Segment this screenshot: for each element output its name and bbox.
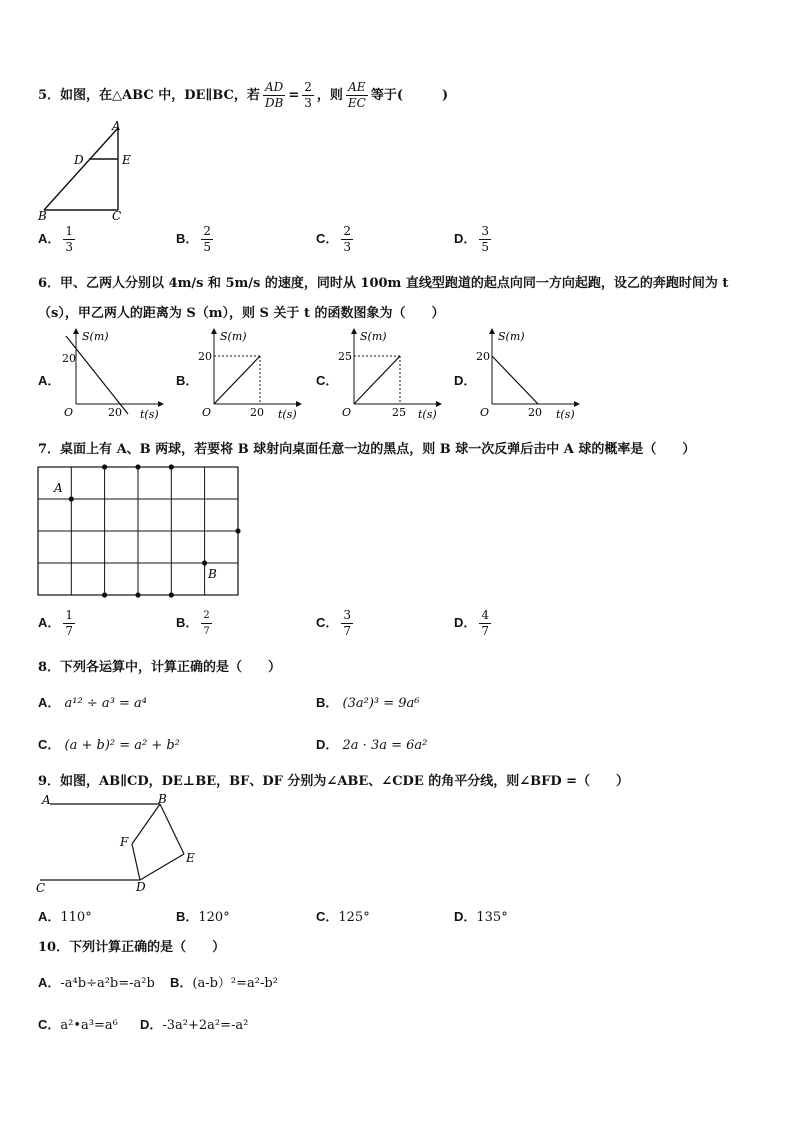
q5-fraction-2-3: $\frac{2}{3}$ (304, 80, 312, 110)
q8-option-d[interactable]: D． 2a · 3a = 6a² (316, 737, 428, 753)
question-9-stem: 9．如图，AB∥CD，DE⊥BE，BF、DF 分别为∠ABE、∠CDE 的角平分线，则∠BFD =（ ） (38, 774, 630, 789)
q5-fraction-ad-db: $\frac{AD}{DB}$ (264, 80, 284, 110)
q7-option-b[interactable]: B． $\frac{2}{7}$ (176, 610, 210, 637)
q5-equals: = (288, 88, 300, 103)
q7-option-c[interactable]: C． $\frac{3}{7}$ (316, 608, 352, 638)
svg-text:20: 20 (250, 406, 264, 419)
q6-graph-b[interactable] (196, 326, 304, 424)
q7-ball-b (202, 560, 207, 565)
q6-option-d[interactable]: D． (454, 373, 477, 388)
q6-option-a[interactable]: A． (38, 373, 61, 388)
svg-text:F: F (120, 835, 129, 849)
svg-text:A: A (42, 793, 51, 807)
svg-text:20: 20 (476, 350, 490, 363)
question-6-stem-line1: 6．甲、乙两人分别以 4m/s 和 5m/s 的速度，同时从 100m 直线型跑道的起点向同一方向起跑，设乙的奔跑时间为 t (38, 276, 729, 291)
svg-text:25: 25 (338, 350, 352, 363)
q5-label-d: D (74, 153, 84, 167)
svg-text:O: O (202, 406, 212, 419)
q10-option-c[interactable]: C．a²•a³=a⁶ (38, 1017, 118, 1033)
q7-option-d[interactable]: D． $\frac{4}{7}$ (454, 608, 490, 638)
q10-option-a[interactable]: A．-a⁴b÷a²b=-a²b (38, 975, 155, 991)
q7-table-grid (34, 460, 248, 602)
q6-graph-a[interactable] (58, 326, 166, 424)
q5-label-a: A (112, 119, 121, 133)
q5-text-part2: ，则 (316, 88, 343, 103)
svg-text:S(m): S(m) (498, 330, 525, 343)
svg-text:20: 20 (62, 352, 76, 365)
svg-text:t(s): t(s) (140, 408, 159, 421)
svg-text:20: 20 (198, 350, 212, 363)
question-5-stem (38, 80, 448, 111)
svg-text:S(m): S(m) (220, 330, 247, 343)
q8-option-c[interactable]: C． (a + b)² = a² + b² (38, 737, 180, 753)
q9-option-c[interactable]: C．125° (316, 909, 370, 925)
q9-option-a[interactable]: A．110° (38, 909, 92, 925)
svg-text:D: D (136, 880, 146, 894)
q5-option-d[interactable]: D． $\frac{3}{5}$ (454, 224, 490, 254)
svg-text:t(s): t(s) (278, 408, 297, 421)
question-8-stem: 8．下列各运算中，计算正确的是（ ） (38, 660, 282, 675)
q6-graph-d[interactable] (474, 326, 582, 424)
q10-option-d[interactable]: D．-3a²+2a²=-a² (140, 1017, 249, 1033)
q5-fraction-ae-ec: $\frac{AE}{EC}$ (347, 80, 366, 110)
svg-text:20: 20 (528, 406, 542, 419)
q7-option-a[interactable]: A． $\frac{1}{7}$ (38, 608, 74, 638)
svg-text:B: B (158, 792, 167, 806)
svg-text:t(s): t(s) (418, 408, 437, 421)
q9-option-d[interactable]: D．135° (454, 909, 508, 925)
q6-option-b[interactable]: B． (176, 373, 199, 388)
svg-text:O: O (64, 406, 74, 419)
q5-label-b: B (38, 209, 47, 222)
question-7-stem: 7．桌面上有 A、B 两球，若要将 B 球射向桌面任意一边的黑点，则 B 球一次反弹后击中 A 球的概率是（ ） (38, 442, 696, 457)
svg-text:S(m): S(m) (82, 330, 109, 343)
q8-option-b[interactable]: B． (3a²)³ = 9a⁶ (316, 695, 420, 711)
q5-label-c: C (112, 209, 122, 222)
q8-option-a[interactable]: A． a¹² ÷ a³ = a⁴ (38, 695, 147, 711)
q10-option-b[interactable]: B．(a-b）²=a²-b² (170, 975, 278, 991)
q7-ball-a (69, 496, 74, 501)
svg-text:20: 20 (108, 406, 122, 419)
q5-option-c[interactable]: C． $\frac{2}{3}$ (316, 224, 352, 254)
svg-text:O: O (342, 406, 352, 419)
question-6-stem-line2: （s），甲乙两人的距离为 S（m），则 S 关于 t 的函数图象为（ ） (38, 306, 445, 321)
svg-text:25: 25 (392, 406, 406, 419)
svg-text:B: B (208, 567, 217, 581)
q5-option-a[interactable]: A． $\frac{1}{3}$ (38, 224, 74, 254)
q5-triangle-figure (34, 118, 144, 222)
question-10-stem: 10．下列计算正确的是（ ） (38, 940, 226, 955)
svg-text:t(s): t(s) (556, 408, 575, 421)
q9-option-b[interactable]: B．120° (176, 909, 230, 925)
svg-text:O: O (480, 406, 490, 419)
q5-text-part1: 5．如图，在△ABC 中，DE∥BC，若 (38, 88, 260, 103)
q9-parallel-lines-figure (34, 790, 214, 898)
q5-option-b[interactable]: B． $\frac{2}{5}$ (176, 224, 212, 254)
svg-text:S(m): S(m) (360, 330, 387, 343)
q5-label-e: E (122, 153, 131, 167)
svg-text:A: A (54, 481, 63, 495)
svg-text:C: C (36, 881, 46, 895)
q5-text-part3: 等于( ) (370, 88, 449, 103)
q6-graph-c[interactable] (336, 326, 444, 424)
svg-text:E: E (186, 851, 195, 865)
q6-option-c[interactable]: C． (316, 373, 339, 388)
